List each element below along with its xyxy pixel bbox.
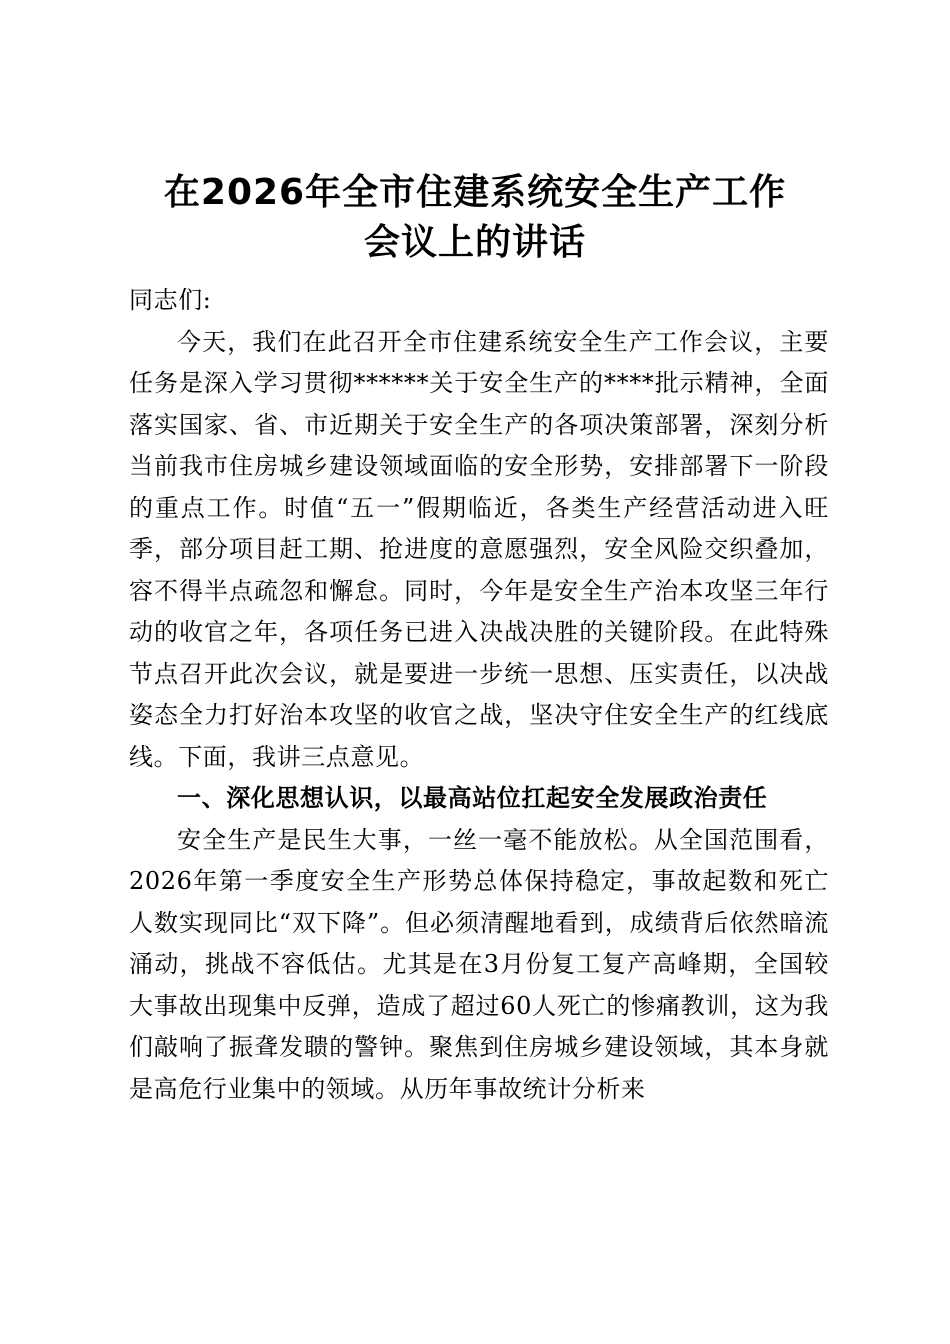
paragraph-section-1: 安全生产是民生大事，一丝一毫不能放松。从全国范围看，2026年第一季度安全生产形势总体保持稳定，事故起数和死亡人数实现同比“双下降”。但必须清醒地看到，成绩背后依然暗流涌动，挑战不容低估。尤其是在3月份复工复产高峰期，全国较大事故出现集中反弹，造成了超过60人死亡的惨痛教训，这为我们敲响了振聋发聩的警钟。聚焦到住房城乡建设领域，其本身就是高危行业集中的领域。从历年事故统计分析来 <box>129 825 829 1103</box>
paragraph-opening: 今天，我们在此召开全市住建系统安全生产工作会议，主要任务是深入学习贯彻******关于安全生产的****批示精神，全面落实国家、省、市近期关于安全生产的各项决策部署，深刻分析当前我市住房城乡建设领域面临的安全形势，安排部署下一阶段的重点工作。时值“五一”假期临近，各类生产经营活动进入旺季，部分项目赶工期、抢进度的意愿强烈，安全风险交织叠加，容不得半点疏忽和懈怠。同时，今年是安全生产治本攻坚三年行动的收官之年，各项任务已进入决战决胜的关键阶段。在此特殊节点召开此次会议，就是要进一步统一思想、压实责任，以决战姿态全力打好治本攻坚的收官之战，坚决守住安全生产的红线底线。下面，我讲三点意见。 <box>129 327 829 771</box>
title-line-2: 会议上的讲话 <box>363 222 586 263</box>
section-heading-1: 一、深化思想认识，以最高站位扛起安全发展政治责任 <box>177 784 768 812</box>
document-body <box>129 280 829 1110</box>
document-title <box>0 168 950 268</box>
title-line-1: 在2026年全市住建系统安全生产工作 <box>163 172 787 213</box>
salutation: 同志们: <box>129 286 212 314</box>
